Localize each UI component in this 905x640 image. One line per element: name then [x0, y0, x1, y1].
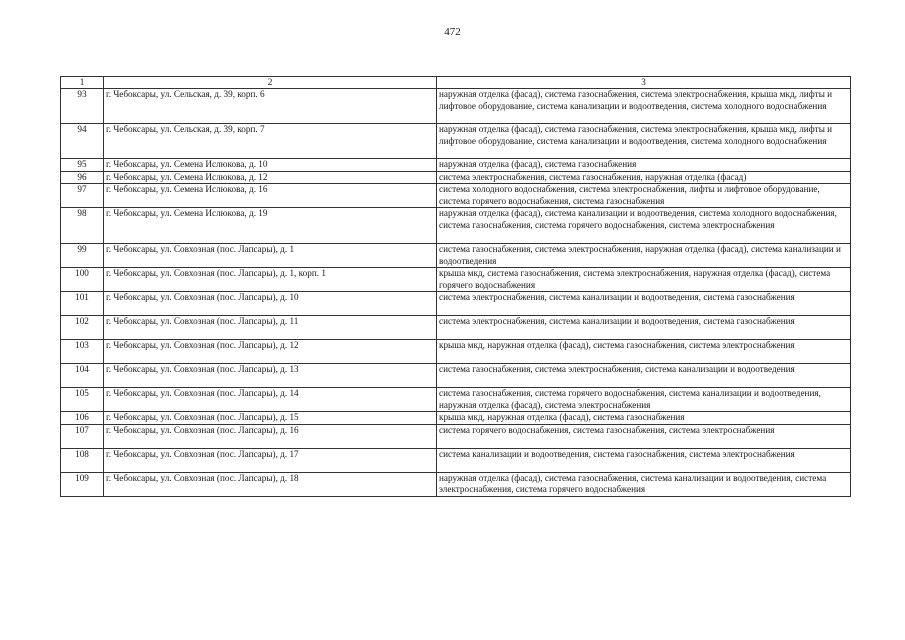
page-number: 472 [444, 26, 461, 38]
row-address: г. Чебоксары, ул. Семена Ислюкова, д. 12 [104, 171, 437, 184]
table-row [61, 424, 851, 448]
row-address: г. Чебоксары, ул. Совхозная (пос. Лапсары), д. 16 [104, 424, 437, 448]
table-row [61, 89, 851, 124]
row-address: г. Чебоксары, ул. Совхозная (пос. Лапсары), д. 17 [104, 448, 437, 472]
table-row [61, 340, 851, 364]
row-number: 94 [61, 124, 104, 159]
table-row [61, 244, 851, 268]
table-row [61, 268, 851, 292]
row-number: 103 [61, 340, 104, 364]
table-row [61, 208, 851, 244]
row-number: 102 [61, 316, 104, 340]
row-address: г. Чебоксары, ул. Совхозная (пос. Лапсары), д. 18 [104, 472, 437, 496]
row-systems: система горячего водоснабжения, система газоснабжения, система электроснабжения [437, 424, 851, 448]
table-row [61, 171, 851, 184]
row-systems: система газоснабжения, система горячего водоснабжения, система канализации и водоотведения, наружная отделка (фасад), система электроснабжения [437, 388, 851, 412]
row-address: г. Чебоксары, ул. Совхозная (пос. Лапсары), д. 14 [104, 388, 437, 412]
row-address: г. Чебоксары, ул. Совхозная (пос. Лапсары), д. 15 [104, 412, 437, 425]
row-address: г. Чебоксары, ул. Сельская, д. 39, корп. 7 [104, 124, 437, 159]
row-systems: наружная отделка (фасад), система газоснабжения [437, 159, 851, 172]
row-address: г. Чебоксары, ул. Семена Ислюкова, д. 10 [104, 159, 437, 172]
table-row [61, 448, 851, 472]
row-systems: система холодного водоснабжения, система электроснабжения, лифты и лифтовое оборудование, система горячего водоснабжения, система газоснабжения [437, 184, 851, 208]
row-systems: система газоснабжения, система электроснабжения, наружная отделка (фасад), система канализации и водоотведения [437, 244, 851, 268]
row-number: 97 [61, 184, 104, 208]
table-header-row [61, 77, 851, 89]
row-systems: крыша мкд, система газоснабжения, система электроснабжения, наружная отделка (фасад), система горячего водоснабжения [437, 268, 851, 292]
row-number: 104 [61, 364, 104, 388]
row-systems: наружная отделка (фасад), система канализации и водоотведения, система холодного водоснабжения, система газоснабжения, система горячего водоснабжения, система электроснабжения [437, 208, 851, 244]
row-address: г. Чебоксары, ул. Совхозная (пос. Лапсары), д. 12 [104, 340, 437, 364]
row-address: г. Чебоксары, ул. Совхозная (пос. Лапсары), д. 13 [104, 364, 437, 388]
row-systems: система газоснабжения, система электроснабжения, система канализации и водоотведения [437, 364, 851, 388]
row-address: г. Чебоксары, ул. Семена Ислюкова, д. 19 [104, 208, 437, 244]
registry-table [60, 76, 851, 497]
table-row [61, 124, 851, 159]
table-row [61, 388, 851, 412]
row-systems: система электроснабжения, система газоснабжения, наружная отделка (фасад) [437, 171, 851, 184]
row-systems: система электроснабжения, система канализации и водоотведения, система газоснабжения [437, 316, 851, 340]
row-systems: крыша мкд, наружная отделка (фасад), система газоснабжения [437, 412, 851, 425]
row-number: 109 [61, 472, 104, 496]
row-systems: крыша мкд, наружная отделка (фасад), система газоснабжения, система электроснабжения [437, 340, 851, 364]
column-header-systems: 3 [437, 77, 851, 89]
row-number: 98 [61, 208, 104, 244]
table-row [61, 159, 851, 172]
row-number: 96 [61, 171, 104, 184]
row-address: г. Чебоксары, ул. Семена Ислюкова, д. 16 [104, 184, 437, 208]
table-row [61, 412, 851, 425]
row-address: г. Чебоксары, ул. Совхозная (пос. Лапсары), д. 1 [104, 244, 437, 268]
row-number: 100 [61, 268, 104, 292]
row-number: 106 [61, 412, 104, 425]
row-number: 105 [61, 388, 104, 412]
row-number: 93 [61, 89, 104, 124]
row-address: г. Чебоксары, ул. Совхозная (пос. Лапсары), д. 10 [104, 292, 437, 316]
row-address: г. Чебоксары, ул. Совхозная (пос. Лапсары), д. 11 [104, 316, 437, 340]
row-systems: наружная отделка (фасад), система газоснабжения, система электроснабжения, крыша мкд, лифты и лифтовое оборудование, система канализации и водоотведения, система холодного водоснабжения [437, 124, 851, 159]
table-row [61, 364, 851, 388]
row-systems: система канализации и водоотведения, система газоснабжения, система электроснабжения [437, 448, 851, 472]
row-address: г. Чебоксары, ул. Совхозная (пос. Лапсары), д. 1, корп. 1 [104, 268, 437, 292]
table-row [61, 316, 851, 340]
row-number: 107 [61, 424, 104, 448]
row-systems: наружная отделка (фасад), система газоснабжения, система электроснабжения, крыша мкд, лифты и лифтовое оборудование, система канализации и водоотведения, система холодного водоснабжения [437, 89, 851, 124]
column-header-address: 2 [104, 77, 437, 89]
row-number: 99 [61, 244, 104, 268]
row-address: г. Чебоксары, ул. Сельская, д. 39, корп. 6 [104, 89, 437, 124]
row-number: 108 [61, 448, 104, 472]
row-systems: наружная отделка (фасад), система газоснабжения, система канализации и водоотведения, система электроснабжения, система горячего водоснабжения [437, 472, 851, 496]
row-systems: система электроснабжения, система канализации и водоотведения, система газоснабжения [437, 292, 851, 316]
row-number: 101 [61, 292, 104, 316]
column-header-number: 1 [61, 77, 104, 89]
table-body [61, 89, 851, 497]
row-number: 95 [61, 159, 104, 172]
table-row [61, 472, 851, 496]
table-row [61, 292, 851, 316]
table-row [61, 184, 851, 208]
